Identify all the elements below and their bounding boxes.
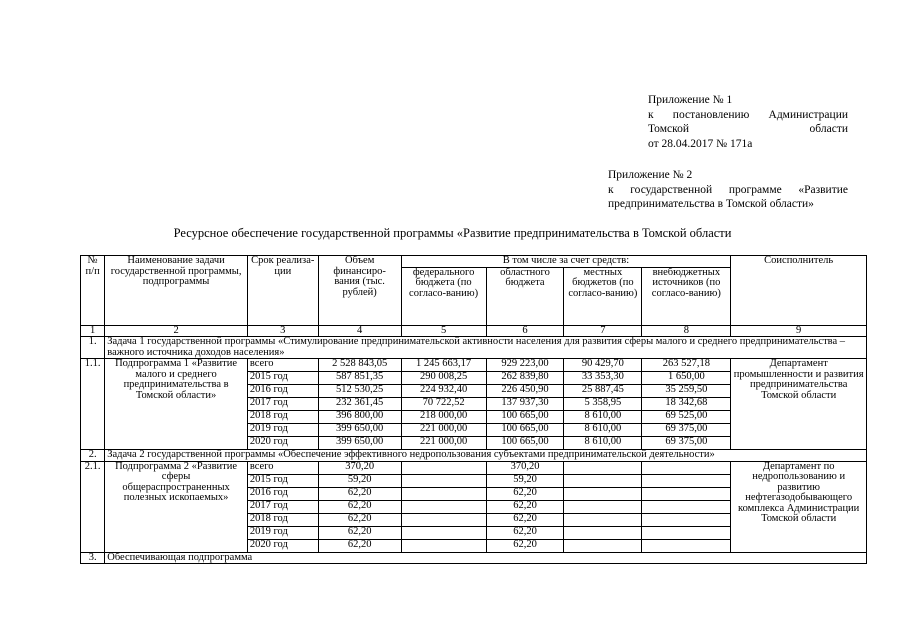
regional-cell: 137 937,30 <box>486 398 564 411</box>
column-number: 5 <box>401 325 486 337</box>
attachment-1-line: от 28.04.2017 № 171а <box>648 137 753 150</box>
period-cell: 2015 год <box>247 372 318 385</box>
attachment-1-line: Томской области <box>648 123 848 135</box>
regional-cell: 62,20 <box>486 526 564 539</box>
period-cell: 2020 год <box>247 437 318 450</box>
regional-cell: 226 450,90 <box>486 385 564 398</box>
local-cell: 8 610,00 <box>564 437 642 450</box>
volume-cell: 62,20 <box>318 487 401 500</box>
federal-cell: 221 000,00 <box>401 424 486 437</box>
offbudget-cell <box>642 500 731 513</box>
sub-2-executor: Департамент по недропользованию и развитию нефтегазодобывающего комплекса Администрации Томской области <box>731 461 867 552</box>
federal-cell: 70 722,52 <box>401 398 486 411</box>
task-1-row <box>81 337 867 359</box>
local-cell: 8 610,00 <box>564 411 642 424</box>
volume-cell: 370,20 <box>318 461 401 474</box>
column-number: 8 <box>642 325 731 337</box>
regional-cell: 62,20 <box>486 539 564 552</box>
regional-cell: 62,20 <box>486 513 564 526</box>
regional-cell: 100 665,00 <box>486 437 564 450</box>
volume-cell: 59,20 <box>318 474 401 487</box>
federal-cell <box>401 474 486 487</box>
attachment-1-block <box>648 93 848 151</box>
federal-cell: 290 008,25 <box>401 372 486 385</box>
period-cell: 2020 год <box>247 539 318 552</box>
federal-cell: 1 245 663,17 <box>401 359 486 372</box>
volume-cell: 62,20 <box>318 539 401 552</box>
federal-cell: 224 932,40 <box>401 385 486 398</box>
local-cell: 25 887,45 <box>564 385 642 398</box>
task-2-num: 2. <box>81 450 105 462</box>
task-2-text: Задача 2 государственной программы «Обеспечение эффективного недропользования субъектами предпринимательской деятельности» <box>105 450 867 462</box>
federal-cell <box>401 513 486 526</box>
regional-cell: 100 665,00 <box>486 424 564 437</box>
header-federal: федерального бюджета (по согласо-ванию) <box>401 267 486 325</box>
volume-cell: 62,20 <box>318 526 401 539</box>
period-cell: 2018 год <box>247 411 318 424</box>
sub-1-executor: Департамент промышленности и развития предпринимательства Томской области <box>731 359 867 450</box>
column-number-row <box>81 325 867 337</box>
column-number: 4 <box>318 325 401 337</box>
attachment-1-line: к постановлению Администрации <box>648 108 848 121</box>
local-cell <box>564 474 642 487</box>
period-cell: 2019 год <box>247 424 318 437</box>
offbudget-cell: 69 525,00 <box>642 411 731 424</box>
volume-cell: 232 361,45 <box>318 398 401 411</box>
attachment-2-line: предпринимательства в Томской области» <box>608 198 814 210</box>
header-local: местных бюджетов (по согласо-ванию) <box>564 267 642 325</box>
federal-cell: 221 000,00 <box>401 437 486 450</box>
offbudget-cell: 1 650,00 <box>642 372 731 385</box>
offbudget-cell: 35 259,50 <box>642 385 731 398</box>
period-cell: 2018 год <box>247 513 318 526</box>
attachment-2-block <box>608 168 848 212</box>
offbudget-cell <box>642 487 731 500</box>
offbudget-cell: 18 342,68 <box>642 398 731 411</box>
header-coexecutor: Соисполнитель <box>731 256 867 326</box>
header-including: В том числе за счет средств: <box>401 256 731 268</box>
attachment-1-line: Приложение № 1 <box>648 94 733 106</box>
offbudget-cell <box>642 526 731 539</box>
column-number: 6 <box>486 325 564 337</box>
sub-2-num: 2.1. <box>81 461 105 552</box>
header-name: Наименование задачи государственной программы, подпрограммы <box>105 256 248 326</box>
volume-cell: 399 650,00 <box>318 424 401 437</box>
period-cell: 2017 год <box>247 500 318 513</box>
volume-cell: 396 800,00 <box>318 411 401 424</box>
offbudget-cell <box>642 461 731 474</box>
column-number: 9 <box>731 325 867 337</box>
column-number: 3 <box>247 325 318 337</box>
period-cell: всего <box>247 461 318 474</box>
local-cell <box>564 513 642 526</box>
period-cell: 2019 год <box>247 526 318 539</box>
attachment-2-line: к государственной программе «Развитие <box>608 183 848 196</box>
sub-1-name: Подпрограмма 1 «Развитие малого и среднего предпринимательства в Томской области» <box>105 359 248 450</box>
regional-cell: 62,20 <box>486 487 564 500</box>
period-cell: всего <box>247 359 318 372</box>
regional-cell: 62,20 <box>486 500 564 513</box>
volume-cell: 587 851,35 <box>318 372 401 385</box>
federal-cell <box>401 461 486 474</box>
header-num: № п/п <box>81 256 105 326</box>
table-row <box>81 461 867 474</box>
row-3-text: Обеспечивающая подпрограмма <box>105 552 867 564</box>
local-cell <box>564 487 642 500</box>
local-cell: 90 429,70 <box>564 359 642 372</box>
volume-cell: 62,20 <box>318 500 401 513</box>
federal-cell <box>401 539 486 552</box>
period-cell: 2016 год <box>247 487 318 500</box>
federal-cell: 218 000,00 <box>401 411 486 424</box>
regional-cell: 370,20 <box>486 461 564 474</box>
sub-2-name: Подпрограмма 2 «Развитие сферы общераспространенных полезных ископаемых» <box>105 461 248 552</box>
task-1-text: Задача 1 государственной программы «Стимулирование предпринимательской активности населения для развития сферы малого и среднего предпринимательства – важного источника доходов населения» <box>105 337 867 359</box>
period-cell: 2016 год <box>247 385 318 398</box>
federal-cell <box>401 526 486 539</box>
resource-table <box>80 255 867 564</box>
local-cell: 8 610,00 <box>564 424 642 437</box>
column-number: 1 <box>81 325 105 337</box>
federal-cell <box>401 500 486 513</box>
offbudget-cell <box>642 539 731 552</box>
offbudget-cell <box>642 474 731 487</box>
sub-1-num: 1.1. <box>81 359 105 450</box>
row-3-num: 3. <box>81 552 105 564</box>
attachment-2-line: Приложение № 2 <box>608 169 693 181</box>
offbudget-cell: 69 375,00 <box>642 424 731 437</box>
offbudget-cell: 69 375,00 <box>642 437 731 450</box>
offbudget-cell <box>642 513 731 526</box>
period-cell: 2015 год <box>247 474 318 487</box>
local-cell: 5 358,95 <box>564 398 642 411</box>
regional-cell: 262 839,80 <box>486 372 564 385</box>
offbudget-cell: 263 527,18 <box>642 359 731 372</box>
task-1-num: 1. <box>81 337 105 359</box>
volume-cell: 2 528 843,05 <box>318 359 401 372</box>
header-regional: областного бюджета <box>486 267 564 325</box>
period-cell: 2017 год <box>247 398 318 411</box>
local-cell <box>564 539 642 552</box>
row-3 <box>81 552 867 564</box>
column-number: 7 <box>564 325 642 337</box>
header-volume: Объем финансиро-вания (тыс. рублей) <box>318 256 401 326</box>
document-title: Ресурсное обеспечение государственной программы «Развитие предпринимательства в Томской области <box>173 226 732 240</box>
federal-cell <box>401 487 486 500</box>
header-offbudget: внебюджетных источников (по согласо-ванию) <box>642 267 731 325</box>
volume-cell: 62,20 <box>318 513 401 526</box>
table-row <box>81 359 867 372</box>
local-cell: 33 353,30 <box>564 372 642 385</box>
local-cell <box>564 461 642 474</box>
header-term: Срок реализа-ции <box>247 256 318 326</box>
column-number: 2 <box>105 325 248 337</box>
volume-cell: 512 530,25 <box>318 385 401 398</box>
local-cell <box>564 500 642 513</box>
regional-cell: 929 223,00 <box>486 359 564 372</box>
task-2-row <box>81 450 867 462</box>
regional-cell: 100 665,00 <box>486 411 564 424</box>
local-cell <box>564 526 642 539</box>
regional-cell: 59,20 <box>486 474 564 487</box>
volume-cell: 399 650,00 <box>318 437 401 450</box>
